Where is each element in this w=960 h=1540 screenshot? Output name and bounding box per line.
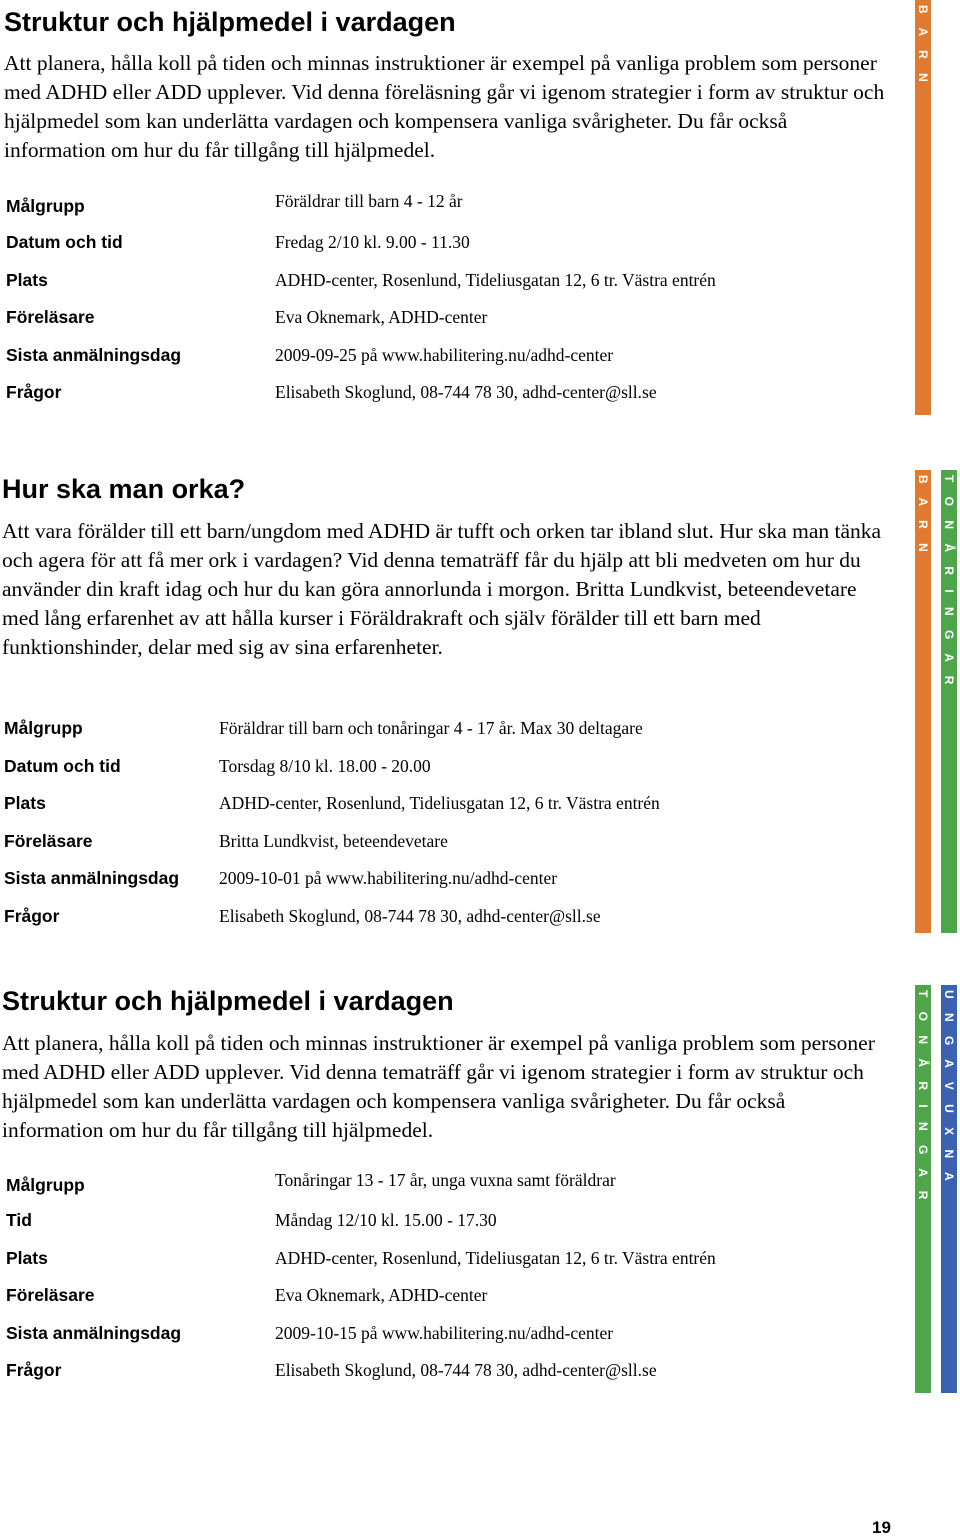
section-description: Att vara förälder till ett barn/ungdom med ADHD är tufft och orken tar ibland slut. Hur ska man tänka och agera för att få mer ork i vardagen? Vid denna tematräff får du hjälp att bli medveten om hur du använder din kraft idag och hur du kan göra annorlunda i morgon. Britta Lundkvist, beteendevetare med lång erfarenhet av att hålla kurser i Föräldrakraft och själv förälder till ett barn med funktionshinder, delar med sig av sina erfarenheter. xyxy=(2,519,882,659)
detail-label: Plats xyxy=(6,1248,48,1268)
detail-row-lecturer xyxy=(0,306,900,336)
detail-label: Frågor xyxy=(4,906,60,926)
category-tab-label: T O N Å R I N G A R xyxy=(942,475,956,690)
detail-value: Föräldrar till barn och tonåringar 4 - 17 år. Max 30 deltagare xyxy=(219,718,643,738)
detail-label: Målgrupp xyxy=(6,196,85,216)
section-description: Att planera, hålla koll på tiden och minnas instruktioner är exempel på vanliga problem som personer med ADHD eller ADD upplever. Vid denna föreläsning går vi igenom strategier i form av struktur och hjälpmedel som kan underlätta vardagen och kompensera vanliga svårigheter. Du får också information om hur du får tillgång till hjälpmedel. xyxy=(4,51,885,162)
detail-label: Datum och tid xyxy=(4,756,121,776)
section-title: Hur ska man orka? xyxy=(2,474,246,504)
category-tab-label: B A R N xyxy=(916,475,930,558)
detail-row-questions xyxy=(0,905,900,935)
detail-value: Måndag 12/10 kl. 15.00 - 17.30 xyxy=(275,1210,497,1230)
category-tab-label: B A R N xyxy=(916,5,930,88)
detail-label: Plats xyxy=(4,793,46,813)
detail-row-target-group xyxy=(0,1172,900,1202)
category-tab-label: U N G A V U X N A xyxy=(942,990,956,1187)
detail-row-target-group xyxy=(0,193,900,223)
category-tab-barn xyxy=(915,470,931,933)
detail-row-lecturer xyxy=(0,830,900,860)
detail-row-location xyxy=(0,1247,900,1277)
category-tab-unga-vuxna xyxy=(941,985,957,1393)
detail-row-lecturer xyxy=(0,1284,900,1314)
detail-row-date-time xyxy=(0,231,900,261)
detail-value: 2009-10-01 på www.habilitering.nu/adhd-center xyxy=(219,868,558,888)
section-title: Struktur och hjälpmedel i vardagen xyxy=(4,7,456,37)
category-tab-label: T O N Å R I N G A R xyxy=(916,990,930,1205)
detail-label: Sista anmälningsdag xyxy=(4,868,180,888)
detail-value: ADHD-center, Rosenlund, Tideliusgatan 12, 6 tr. Västra entrén xyxy=(275,270,716,290)
section-title: Struktur och hjälpmedel i vardagen xyxy=(2,986,454,1016)
detail-value: Fredag 2/10 kl. 9.00 - 11.30 xyxy=(275,232,470,252)
detail-label: Föreläsare xyxy=(4,831,93,851)
detail-label: Målgrupp xyxy=(6,1175,85,1195)
detail-value: Eva Oknemark, ADHD-center xyxy=(275,1285,488,1305)
detail-row-registration-deadline xyxy=(0,1322,900,1352)
detail-row-date-time xyxy=(0,755,900,785)
detail-value: ADHD-center, Rosenlund, Tideliusgatan 12, 6 tr. Västra entrén xyxy=(275,1248,716,1268)
category-tab-barn xyxy=(915,0,931,415)
detail-value: Eva Oknemark, ADHD-center xyxy=(275,307,488,327)
detail-value: 2009-09-25 på www.habilitering.nu/adhd-center xyxy=(275,345,614,365)
detail-label: Frågor xyxy=(6,382,62,402)
detail-label: Föreläsare xyxy=(6,307,95,327)
detail-label: Målgrupp xyxy=(4,718,83,738)
detail-label: Frågor xyxy=(6,1360,62,1380)
detail-label: Sista anmälningsdag xyxy=(6,345,182,365)
detail-row-registration-deadline xyxy=(0,867,900,897)
detail-value: Torsdag 8/10 kl. 18.00 - 20.00 xyxy=(219,756,431,776)
detail-value: ADHD-center, Rosenlund, Tideliusgatan 12, 6 tr. Västra entrén xyxy=(219,793,660,813)
detail-row-questions xyxy=(0,1359,900,1389)
detail-value: Elisabeth Skoglund, 08-744 78 30, adhd-center@sll.se xyxy=(275,1360,657,1380)
section-description: Att planera, hålla koll på tiden och minnas instruktioner är exempel på vanliga problem som personer med ADHD eller ADD upplever. Vid denna tematräff går vi igenom strategier i form av struktur och hjälpmedel som kan underlätta vardagen och kompensera vanliga svårigheter. Du får också information om hur du får tillgång till hjälpmedel. xyxy=(2,1031,875,1142)
detail-value: Elisabeth Skoglund, 08-744 78 30, adhd-center@sll.se xyxy=(219,906,601,926)
category-tab-tonaringar xyxy=(941,470,957,933)
page-number: 19 xyxy=(872,1518,891,1537)
detail-label: Föreläsare xyxy=(6,1285,95,1305)
detail-value: 2009-10-15 på www.habilitering.nu/adhd-center xyxy=(275,1323,614,1343)
detail-value: Britta Lundkvist, beteendevetare xyxy=(219,831,448,851)
detail-value: Föräldrar till barn 4 - 12 år xyxy=(275,191,463,211)
detail-label: Sista anmälningsdag xyxy=(6,1323,182,1343)
detail-label: Tid xyxy=(6,1210,32,1230)
detail-row-questions xyxy=(0,381,900,411)
detail-row-target-group xyxy=(0,717,900,747)
detail-row-location xyxy=(0,792,900,822)
category-tab-tonaringar xyxy=(915,985,931,1393)
detail-row-registration-deadline xyxy=(0,344,900,374)
detail-row-location xyxy=(0,269,900,299)
detail-label: Plats xyxy=(6,270,48,290)
detail-row-time xyxy=(0,1209,900,1239)
detail-value: Elisabeth Skoglund, 08-744 78 30, adhd-center@sll.se xyxy=(275,382,657,402)
detail-value: Tonåringar 13 - 17 år, unga vuxna samt föräldrar xyxy=(275,1170,616,1190)
detail-label: Datum och tid xyxy=(6,232,123,252)
